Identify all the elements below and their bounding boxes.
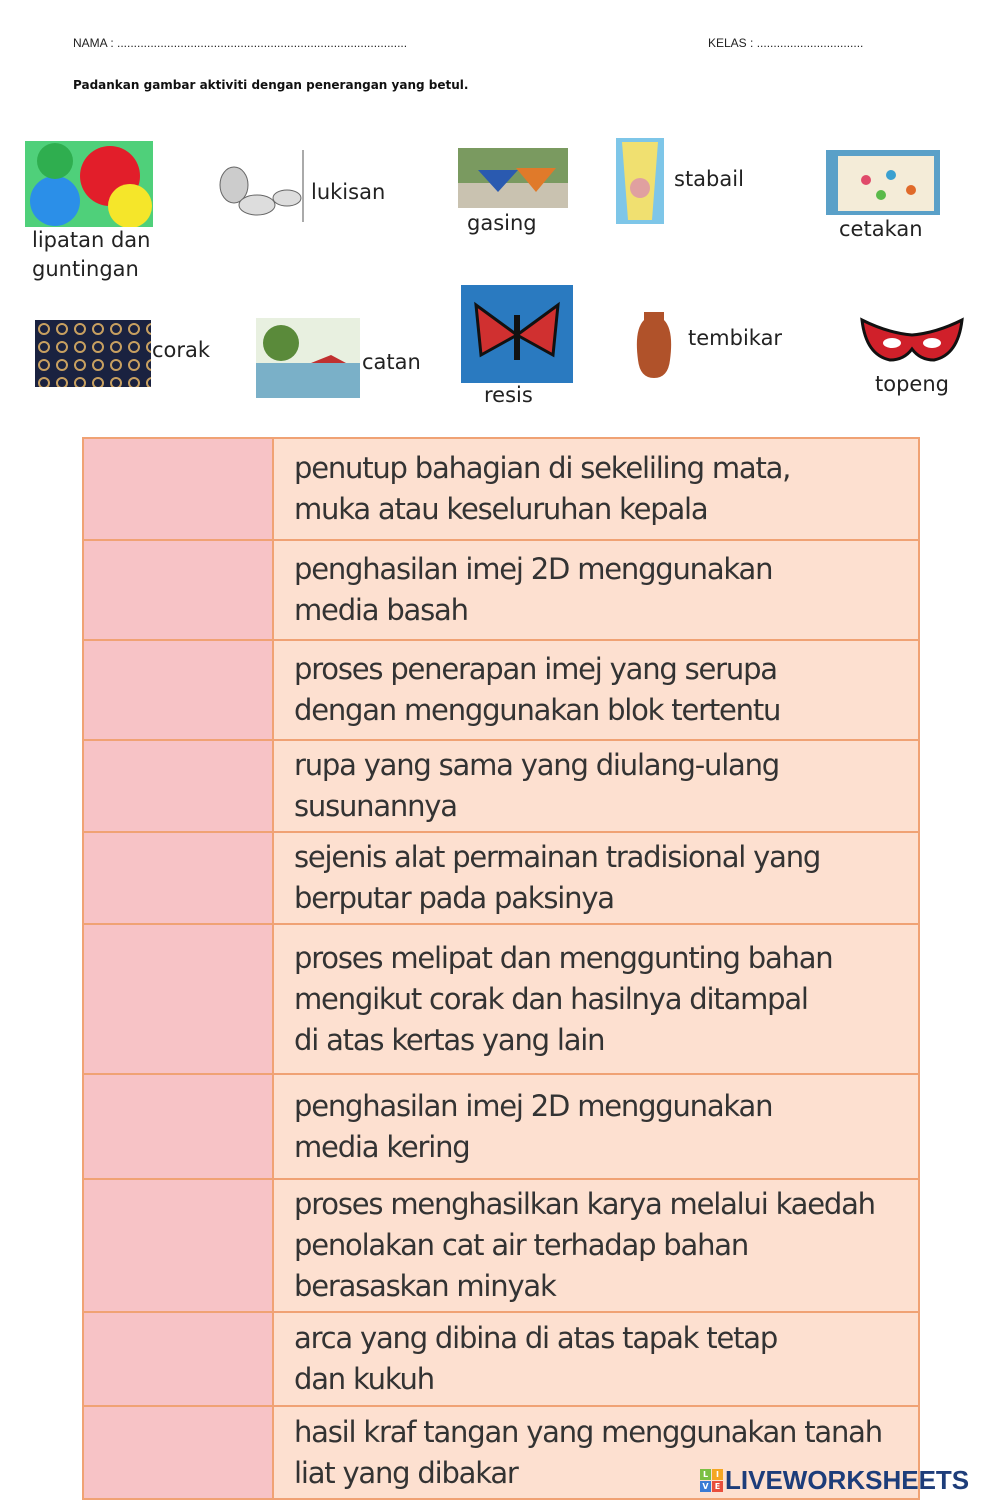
description-line: liat yang dibakar bbox=[294, 1455, 518, 1490]
answer-drop-zone[interactable] bbox=[83, 540, 273, 640]
table-row bbox=[83, 740, 919, 832]
table-row bbox=[83, 640, 919, 740]
batik-resist-image bbox=[461, 285, 573, 383]
description-line: penolakan cat air terhadap bahan bbox=[294, 1228, 749, 1262]
answer-drop-zone[interactable] bbox=[83, 640, 273, 740]
class-field: KELAS : ................................ bbox=[708, 36, 864, 50]
label-catan: catan bbox=[362, 350, 421, 374]
description-line: dengan menggunakan blok tertentu bbox=[294, 693, 781, 727]
label-tembikar: tembikar bbox=[688, 326, 783, 350]
matching-table bbox=[82, 437, 920, 1500]
description-cell bbox=[273, 1179, 919, 1312]
painting-image bbox=[256, 318, 360, 398]
description-line: dan kukuh bbox=[294, 1362, 434, 1396]
label-corak: corak bbox=[152, 338, 211, 362]
liveworksheets-logo: L I V E LIVEWORKSHEETS bbox=[700, 1465, 969, 1496]
table-row bbox=[83, 1179, 919, 1312]
description-line: hasil kraf tangan yang menggunakan tanah bbox=[294, 1414, 882, 1449]
description-line: proses menghasilkan karya melalui kaedah bbox=[294, 1187, 875, 1221]
name-field: NAMA : ....................................................................................... bbox=[73, 36, 408, 50]
description-line: mengikut corak dan hasilnya ditampal bbox=[294, 981, 808, 1016]
answer-drop-zone[interactable] bbox=[83, 740, 273, 832]
description-line: di atas kertas yang lain bbox=[294, 1022, 605, 1057]
description-line: arca yang dibina di atas tapak tetap bbox=[294, 1321, 778, 1355]
description-cell bbox=[273, 1074, 919, 1179]
description-line: penutup bahagian di sekeliling mata, bbox=[294, 451, 791, 485]
description-cell bbox=[273, 438, 919, 540]
label-stabail: stabail bbox=[674, 167, 744, 191]
label-cetakan: cetakan bbox=[839, 217, 923, 241]
answer-drop-zone[interactable] bbox=[83, 438, 273, 540]
answer-drop-zone[interactable] bbox=[83, 832, 273, 924]
label-lukisan: lukisan bbox=[311, 180, 386, 204]
description-cell bbox=[273, 540, 919, 640]
description-line: proses penerapan imej yang serupa bbox=[294, 652, 777, 686]
description-cell bbox=[273, 924, 919, 1074]
description-line: penghasilan imej 2D menggunakan bbox=[294, 1088, 773, 1123]
description-line: penghasilan imej 2D menggunakan bbox=[294, 552, 773, 586]
answer-drop-zone[interactable] bbox=[83, 1406, 273, 1499]
label-resis: resis bbox=[484, 383, 533, 407]
table-row bbox=[83, 540, 919, 640]
mobile-image bbox=[616, 138, 664, 224]
answer-drop-zone[interactable] bbox=[83, 1179, 273, 1312]
mask-image bbox=[858, 315, 966, 365]
answer-drop-zone[interactable] bbox=[83, 924, 273, 1074]
description-line: berasaskan minyak bbox=[294, 1269, 556, 1303]
table-row bbox=[83, 1312, 919, 1406]
description-line: muka atau keseluruhan kepala bbox=[294, 492, 708, 526]
table-row bbox=[83, 924, 919, 1074]
printing-image bbox=[826, 150, 940, 215]
instruction: Padankan gambar aktiviti dengan penerangan yang betul. bbox=[73, 78, 469, 92]
description-cell bbox=[273, 832, 919, 924]
description-line: susunannya bbox=[294, 789, 457, 823]
answer-drop-zone[interactable] bbox=[83, 1312, 273, 1406]
description-cell bbox=[273, 640, 919, 740]
description-line: proses melipat dan menggunting bahan bbox=[294, 940, 833, 975]
pattern-image bbox=[35, 320, 151, 387]
answer-drop-zone[interactable] bbox=[83, 1074, 273, 1179]
table-row bbox=[83, 832, 919, 924]
description-line: rupa yang sama yang diulang-ulang bbox=[294, 748, 780, 782]
description-cell bbox=[273, 740, 919, 832]
spinning-top-image bbox=[458, 148, 568, 208]
description-line: sejenis alat permainan tradisional yang bbox=[294, 840, 821, 874]
pottery-image bbox=[634, 310, 674, 380]
description-line: berputar pada paksinya bbox=[294, 881, 614, 915]
label-gasing: gasing bbox=[467, 211, 537, 235]
label-topeng: topeng bbox=[875, 372, 949, 396]
description-line: media kering bbox=[294, 1129, 470, 1164]
table-row bbox=[83, 438, 919, 540]
table-row bbox=[83, 1074, 919, 1179]
label-lipatan: lipatan dan guntingan bbox=[32, 228, 151, 281]
description-cell bbox=[273, 1312, 919, 1406]
drawing-image bbox=[212, 150, 304, 222]
paper-cutting-image bbox=[25, 141, 153, 227]
description-line: media basah bbox=[294, 593, 468, 627]
